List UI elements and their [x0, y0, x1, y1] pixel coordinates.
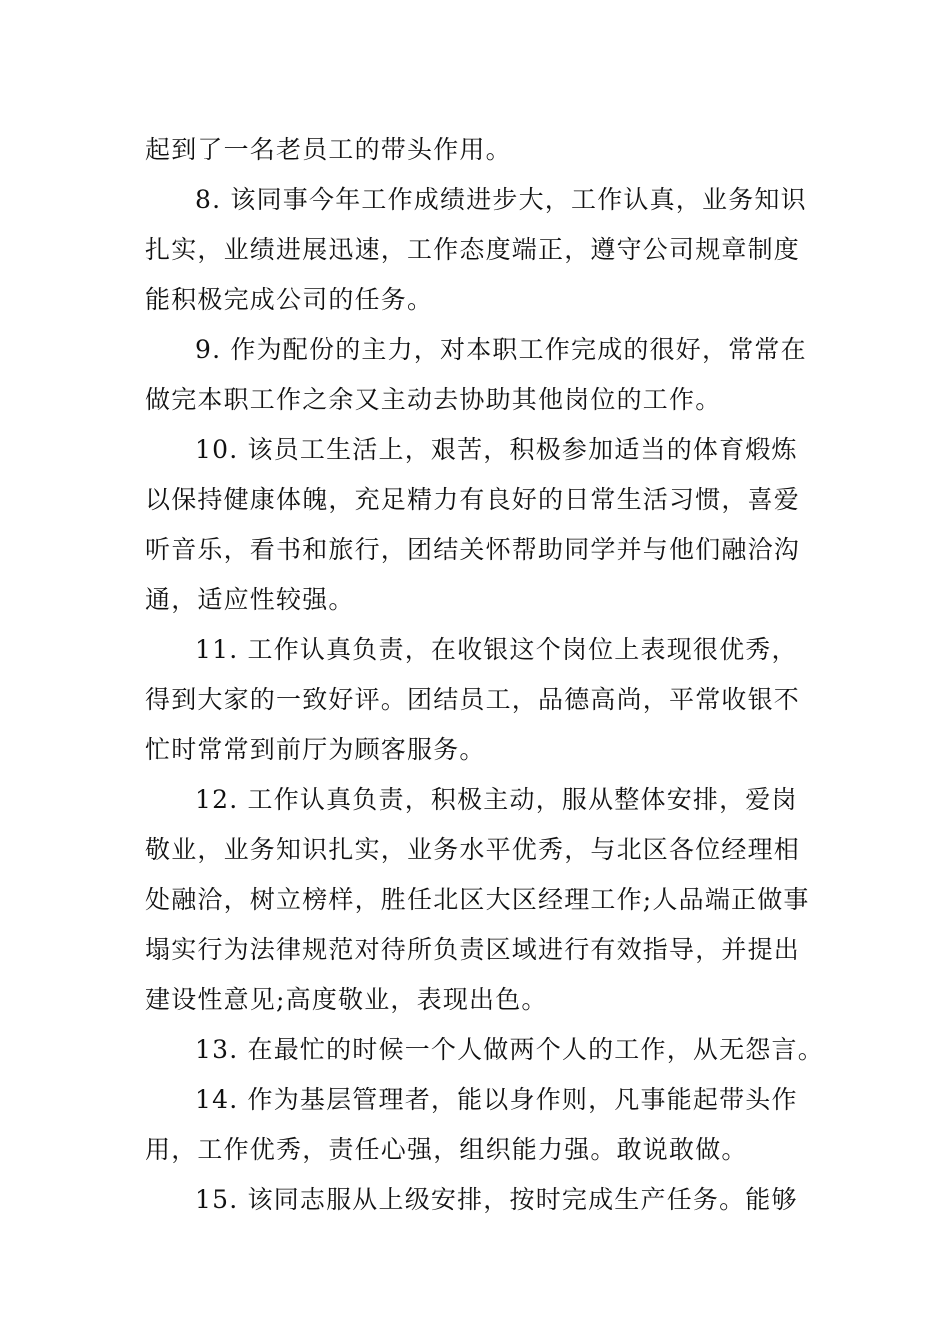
text-line: 14. 作为基层管理者，能以身作则，凡事能起带头作: [195, 1085, 798, 1114]
text-line: 15. 该同志服从上级安排，按时完成生产任务。能够: [195, 1185, 798, 1214]
text-line: 用，工作优秀，责任心强，组织能力强。敢说敢做。: [145, 1135, 748, 1164]
text-line: 敬业，业务知识扎实，业务水平优秀，与北区各位经理相: [145, 835, 801, 864]
text-line: 12. 工作认真负责，积极主动，服从整体安排，爱岗: [195, 785, 798, 814]
text-line: 听音乐，看书和旅行，团结关怀帮助同学并与他们融洽沟: [145, 535, 801, 564]
text-line: 9. 作为配份的主力，对本职工作完成的很好，常常在: [195, 335, 807, 364]
text-line: 忙时常常到前厅为顾客服务。: [145, 735, 486, 764]
text-line: 起到了一名老员工的带头作用。: [145, 135, 512, 164]
text-line: 以保持健康体魄，充足精力有良好的日常生活习惯，喜爱: [145, 485, 801, 514]
text-line: 处融洽，树立榜样，胜任北区大区经理工作;人品端正做事: [145, 885, 810, 914]
text-line: 能积极完成公司的任务。: [145, 285, 434, 314]
text-line: 建设性意见;高度敬业，表现出色。: [145, 985, 548, 1014]
text-line: 做完本职工作之余又主动去协助其他岗位的工作。: [145, 385, 722, 414]
text-line: 13. 在最忙的时候一个人做两个人的工作，从无怨言。: [195, 1035, 824, 1064]
text-line: 11. 工作认真负责，在收银这个岗位上表现很优秀，: [195, 635, 798, 664]
text-line: 10. 该员工生活上，艰苦，积极参加适当的体育煅炼: [195, 435, 798, 464]
text-line: 扎实，业绩进展迅速，工作态度端正，遵守公司规章制度: [145, 235, 801, 264]
text-line: 通，适应性较强。: [145, 585, 355, 614]
text-line: 8. 该同事今年工作成绩进步大，工作认真，业务知识: [195, 185, 807, 214]
text-line: 塌实行为法律规范对待所负责区域进行有效指导，并提出: [145, 935, 801, 964]
text-line: 得到大家的一致好评。团结员工，品德高尚，平常收银不: [145, 685, 801, 714]
